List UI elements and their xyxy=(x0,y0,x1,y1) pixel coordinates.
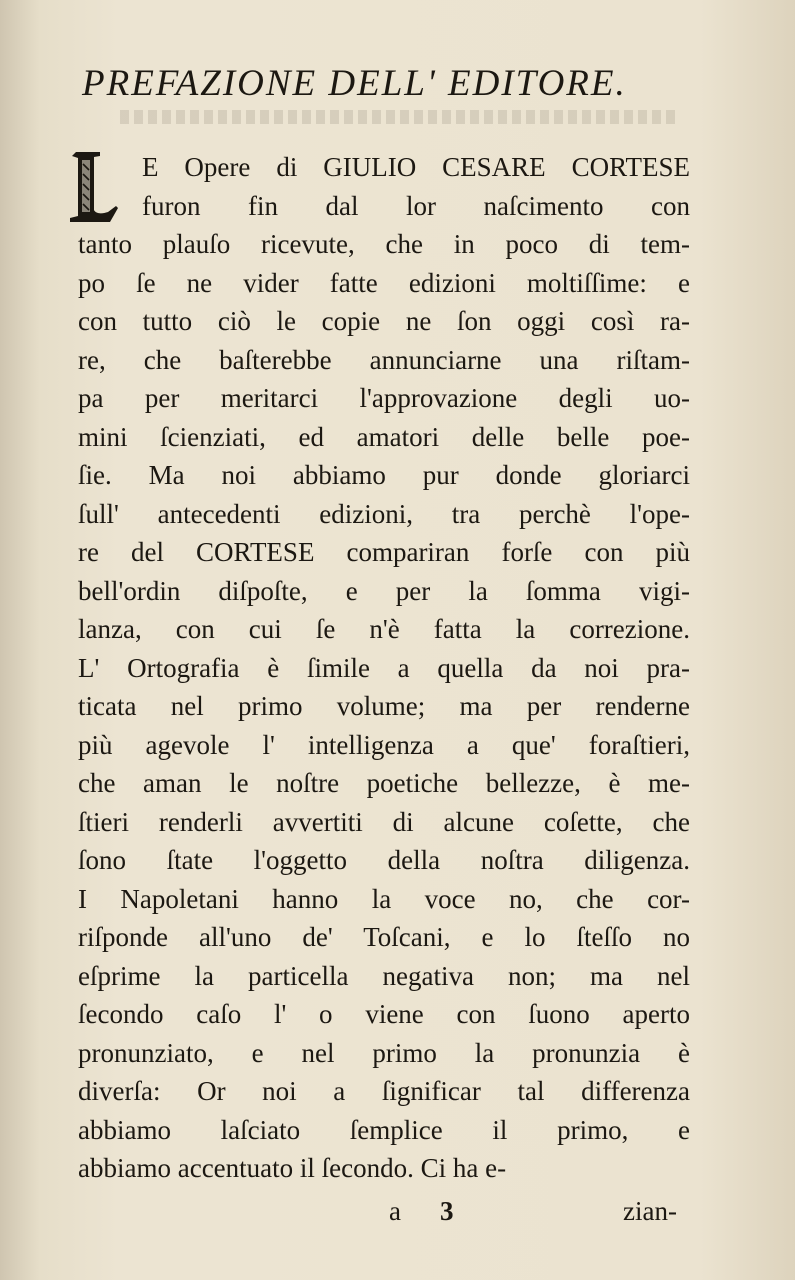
show-through-text xyxy=(120,110,680,124)
text-line: E Opere di GIULIO CESARE CORTESE xyxy=(142,152,690,182)
text-line: ſie. Ma noi abbiamo pur donde gloriarci xyxy=(78,460,690,490)
body-text xyxy=(78,148,690,1188)
text-line: ſono ſtate l'oggetto della noſtra diligenza. xyxy=(78,845,690,875)
text-line: furon fin dal lor naſcimento con xyxy=(142,190,690,221)
text-line: po ſe ne vider fatte edizioni moltiſſime: e xyxy=(78,267,690,298)
text-line: diverſa: Or noi a ſignificar tal differenza xyxy=(78,1076,690,1106)
text-line: pa per meritarci l'approvazione degli uo- xyxy=(78,383,690,413)
text-line: ſecondo caſo l' o viene con ſuono aperto xyxy=(78,999,690,1029)
page-heading: PREFAZIONE DELL' EDITORE. xyxy=(82,63,627,104)
text-line: L' Ortografia è ſimile a quella da noi pra- xyxy=(78,652,690,683)
text-line: lanza, con cui ſe n'è fatta la correzione. xyxy=(78,614,690,644)
catchword: zian- xyxy=(623,1196,677,1226)
text-line: tanto plauſo ricevute, che in poco di tem- xyxy=(78,229,690,259)
text-line: abbiamo laſciato ſemplice il primo, e xyxy=(78,1114,690,1145)
text-line: ticata nel primo volume; ma per renderne xyxy=(78,691,690,721)
text-line: mini ſcienziati, ed amatori delle belle poe- xyxy=(78,421,690,452)
text-line: più agevole l' intelligenza a que' foraſtieri, xyxy=(78,729,690,760)
signature-mark: a xyxy=(389,1196,401,1226)
page-footer xyxy=(0,1196,795,1236)
text-line: ſull' antecedenti edizioni, tra perchè l'ope- xyxy=(78,498,690,529)
text-line: ſtieri renderli avvertiti di alcune coſette, che xyxy=(78,806,690,837)
text-line: con tutto ciò le copie ne ſon oggi così ra- xyxy=(78,306,690,336)
text-line: pronunziato, e nel primo la pronunzia è xyxy=(78,1037,690,1068)
text-line: I Napoletani hanno la voce no, che cor- xyxy=(78,883,690,914)
text-line: re, che baſterebbe annunciarne una riſtam- xyxy=(78,344,690,375)
text-line: re del CORTESE compariran forſe con più xyxy=(78,537,690,567)
text-line: abbiamo accentuato il ſecondo. Ci ha e- xyxy=(78,1153,507,1183)
text-line: riſponde all'uno de' Toſcani, e lo ſteſſo no xyxy=(78,922,690,952)
text-line: eſprime la particella negativa non; ma nel xyxy=(78,960,690,991)
text-line: che aman le noſtre poetiche bellezze, è me- xyxy=(78,768,690,798)
text-line: bell'ordin diſpoſte, e per la ſomma vigi- xyxy=(78,575,690,606)
page-number: 3 xyxy=(440,1196,454,1226)
